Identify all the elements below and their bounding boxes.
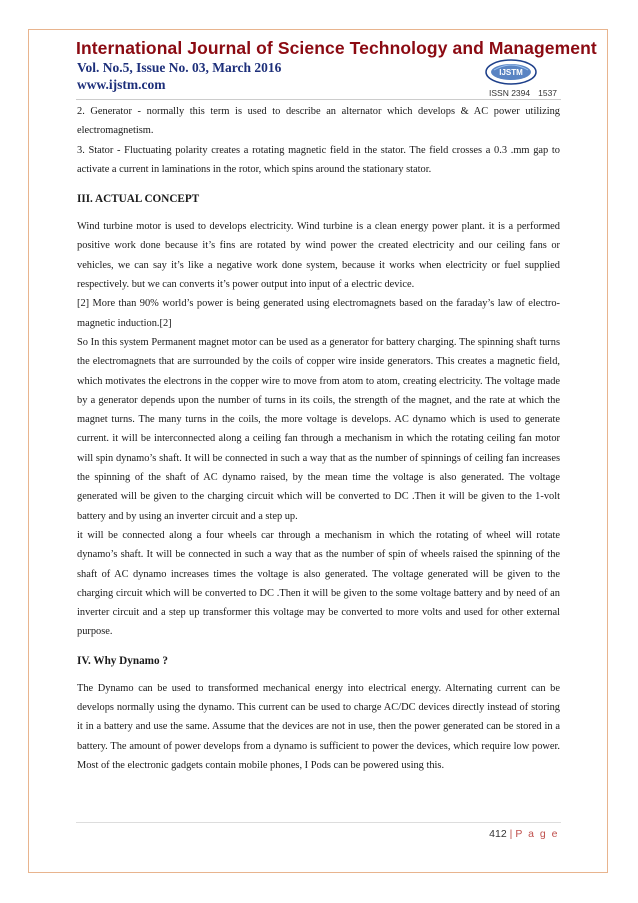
issn: [489, 88, 557, 98]
section-heading-actual-concept: III. ACTUAL CONCEPT: [77, 193, 200, 206]
paragraph: [2] More than 90% world’s power is being generated using electromagnets based on the faraday’s law of electro-magnetic induction.[2]: [77, 298, 560, 329]
issn-label: ISSN 2394: [489, 88, 531, 98]
paragraph: Wind turbine motor is used to develops electricity. Wind turbine is a clean energy power plant. it is a performed positive work done because it’s fins are rotated by wind power the created electricity and our ceiling fans or vehicles, we can say it’s like a negative work done system, because it works when electricity or fuel supplied respectively. but we can converts it’s power output into input of a electric device.: [77, 221, 560, 291]
volume-issue-line: Vol. No.5, Issue No. 03, March 2016: [77, 60, 282, 75]
paragraph: The Dynamo can be used to transformed mechanical energy into electrical energy. Alternating current can be develops normally using the dynamo. This current can be used to charge AC/DC devices directly instead of storing it in a battery and use the same. Assume that the devices are not in use, then the power generated can be stored in a battery. The amount of power develops from a dynamo is sufficient to power the devices, which require low power. Most of the electronic gadgets contain mobile phones, I Pods can be powered using this.: [77, 682, 560, 771]
page-footer: [489, 828, 559, 840]
journal-logo: [484, 57, 538, 87]
journal-title: International Journal of Science Technology and Management: [76, 38, 597, 58]
footer-separator: |: [509, 828, 513, 840]
logo-text: IJSTM: [499, 68, 523, 77]
footer-rule: [76, 822, 561, 823]
list-item-generator: 2. Generator - normally this term is used to describe an alternator which develops & AC power utilizing electromagnetism.: [77, 106, 560, 137]
section-heading-why-dynamo: IV. Why Dynamo ?: [77, 654, 168, 667]
page-label: P a g e: [515, 828, 559, 840]
website-link[interactable]: www.ijstm.com: [77, 77, 166, 92]
list-item-stator: 3. Stator - Fluctuating polarity creates a rotating magnetic field in the stator. The field crosses a 0.3 .mm gap to activate a current in laminations in the rotor, which spins around the stationary stator.: [77, 144, 560, 175]
header-rule: [76, 99, 561, 100]
page-number: 412: [489, 828, 507, 840]
paragraph: it will be connected along a four wheels car through a mechanism in which the rotating of wheel will rotate dynamo’s shaft. It will be connected in such a way that as the number of spin of wheels raised the spinning of the shaft of AC dynamo increases times the voltage is also generated. The voltage generated will be given to the charging circuit which will be converted to DC .Then it will be given to the some voltage battery and by need of an inverter circuit and a step up transformer this voltage may be converted to more volts and used for other external purpose.: [77, 529, 560, 638]
paragraph: So In this system Permanent magnet motor can be used as a generator for battery charging. The spinning shaft turns the electromagnets that are surrounded by the coils of copper wire inside generators. This creates a magnetic field, which motivates the electrons in the copper wire to move from atom to atom, creating electricity. The voltage made by a generator depends upon the number of turns in its coils, the strength of the magnet, and the rate at which the magnet turns. The many turns in the coils, the more voltage is develops. AC dynamo which is used to generate current. it will be interconnected along a ceiling fan through a mechanism in which the rotating ceiling fan motor will spin dynamo’s shaft. It will be connected in such a way that as the number of spinnings of ceiling fan increases the spinning of the shaft of AC dynamo raised, by the mean time the voltage is also generated. The voltage generated will be given to the charging circuit which will be converted to DC .Then it will be given to the 1-volt battery and by using an inverter circuit and a step up.: [77, 336, 560, 522]
issn-number: 1537: [538, 88, 558, 98]
main-content: [77, 102, 560, 775]
